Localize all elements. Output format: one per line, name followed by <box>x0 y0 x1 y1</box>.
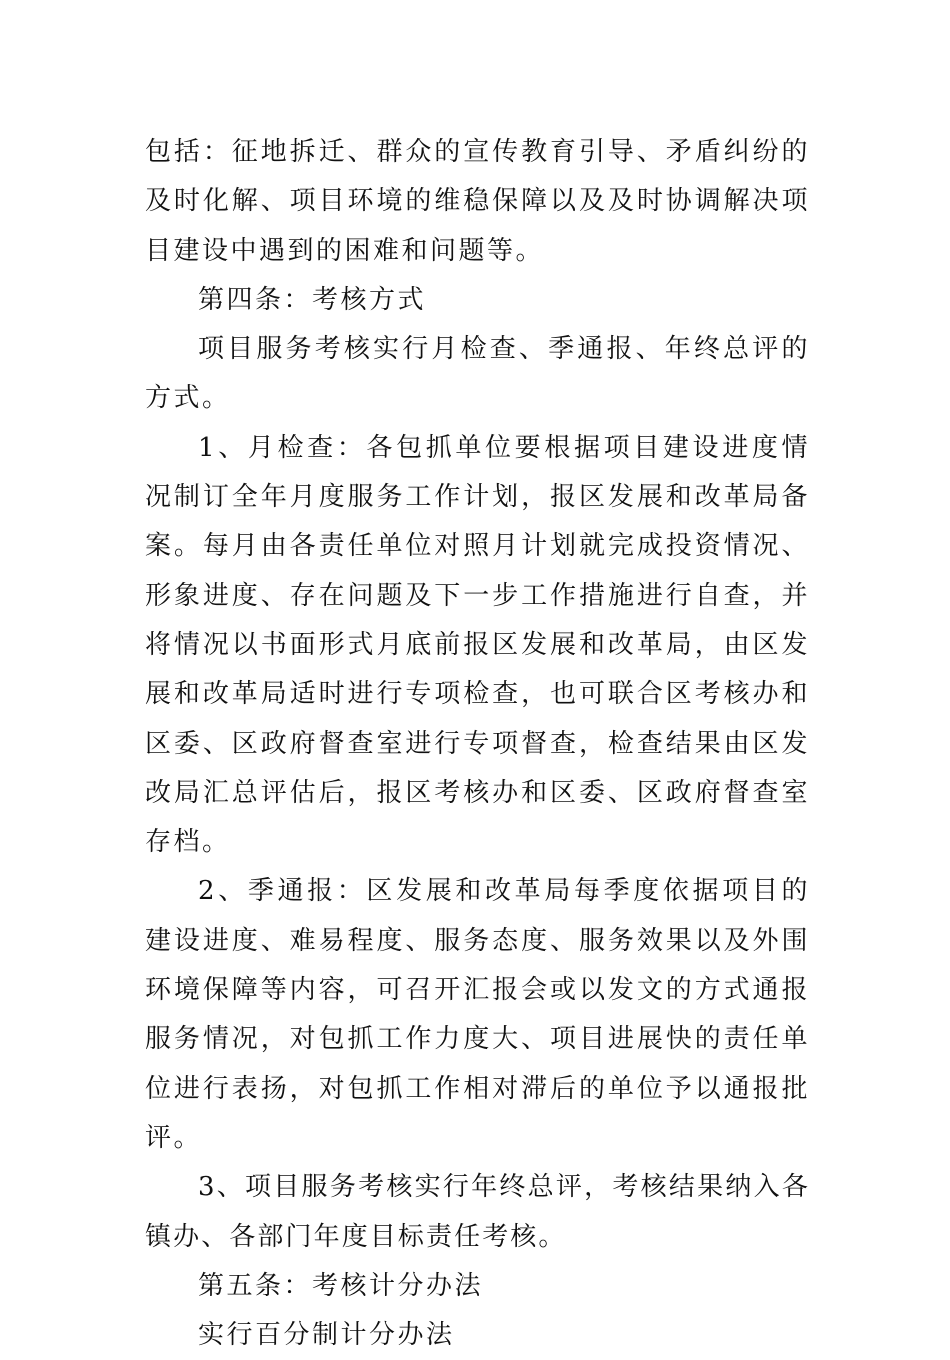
paragraph-annual-review: 3、项目服务考核实行年终总评，考核结果纳入各镇办、各部门年度目标责任考核。 <box>145 1172 810 1252</box>
paragraph-assessment-method: 项目服务考核实行月检查、季通报、年终总评的方式。 <box>145 334 810 414</box>
document-body <box>145 128 810 1360</box>
article-four-heading: 第四条：考核方式 <box>198 284 427 315</box>
paragraph-monthly-check: 1、月检查：各包抓单位要根据项目建设进度情况制订全年月度服务工作计划，报区发展和改革局备案。每月由各责任单位对照月计划就完成投资情况、形象进度、存在问题及下一步工作措施进行自查，并将情况以书面形式月底前报区发展和改革局，由区发展和改革局适时进行专项检查，也可联合区考核办和区委、区政府督查室进行专项督查，检查结果由区发改局汇总评估后，报区考核办和区委、区政府督查室存档。 <box>145 432 810 858</box>
paragraph-scope: 包括：征地拆迁、群众的宣传教育引导、矛盾纠纷的及时化解、项目环境的维稳保障以及及时协调解决项目建设中遇到的困难和问题等。 <box>145 137 810 266</box>
article-five-heading: 第五条：考核计分办法 <box>198 1270 484 1301</box>
paragraph-quarterly-report: 2、季通报：区发展和改革局每季度依据项目的建设进度、难易程度、服务态度、服务效果以及外围环境保障等内容，可召开汇报会或以发文的方式通报服务情况，对包抓工作力度大、项目进展快的责任单位进行表扬，对包抓工作相对滞后的单位予以通报批评。 <box>145 876 810 1153</box>
paragraph-scoring-method: 实行百分制计分办法 <box>198 1320 455 1351</box>
